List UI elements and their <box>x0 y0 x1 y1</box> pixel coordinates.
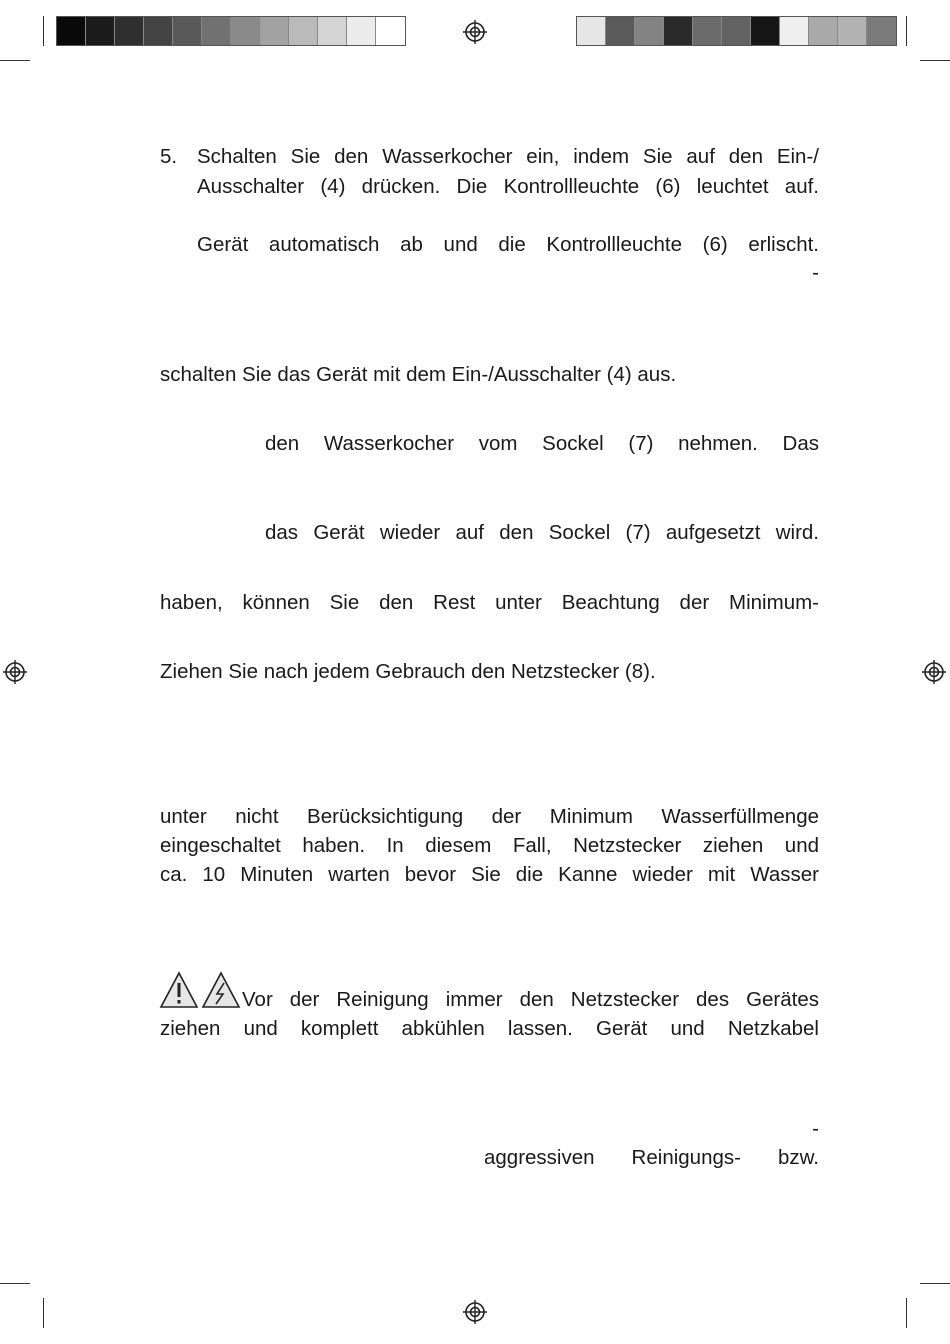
crop-mark-top-right-horizontal <box>920 60 950 61</box>
color-swatch <box>693 17 722 45</box>
color-swatch <box>577 17 606 45</box>
color-bar-left <box>56 16 406 46</box>
text-line: den Wasserkocher vom Sockel (7) nehmen. Das <box>265 432 819 455</box>
crop-mark-bottom-left-vertical <box>43 1298 44 1328</box>
warning-icons <box>159 971 241 1009</box>
text-line: aggressiven Reinigungs- bzw. <box>484 1146 819 1169</box>
text-line: ziehen und komplett abkühlen lassen. Gerät und Netzkabel <box>160 1017 819 1040</box>
color-swatch <box>722 17 751 45</box>
text-line: Schalten Sie den Wasserkocher ein, indem Sie auf den Ein-/ <box>197 145 819 168</box>
crop-mark-bottom-left-horizontal <box>0 1283 30 1284</box>
text-line: haben, können Sie den Rest unter Beachtung der Minimum- <box>160 591 819 614</box>
registration-target-icon <box>463 1300 487 1324</box>
crop-mark-top-left-vertical <box>43 16 44 46</box>
color-swatch <box>260 17 289 45</box>
text-line: eingeschaltet haben. In diesem Fall, Netzstecker ziehen und <box>160 834 819 857</box>
text-line: Ausschalter (4) drücken. Die Kontrollleuchte (6) leuchtet auf. <box>197 175 819 198</box>
color-swatch <box>376 17 405 45</box>
color-swatch <box>635 17 664 45</box>
color-swatch <box>289 17 318 45</box>
exclamation-warning-icon <box>161 973 197 1007</box>
color-swatch <box>606 17 635 45</box>
text-line: ca. 10 Minuten warten bevor Sie die Kanne wieder mit Wasser <box>160 863 819 886</box>
text-line: schalten Sie das Gerät mit dem Ein-/Ausschalter (4) aus. <box>160 363 677 386</box>
crop-mark-bottom-right-vertical <box>906 1298 907 1328</box>
color-bar-right <box>576 16 897 46</box>
text-line: das Gerät wieder auf den Sockel (7) aufgesetzt wird. <box>265 521 819 544</box>
color-swatch <box>867 17 896 45</box>
color-swatch <box>115 17 144 45</box>
color-swatch <box>202 17 231 45</box>
color-swatch <box>347 17 376 45</box>
hyphen-mark: - <box>812 261 819 284</box>
color-swatch <box>144 17 173 45</box>
crop-mark-bottom-right-horizontal <box>920 1283 950 1284</box>
color-swatch <box>780 17 809 45</box>
crop-mark-top-right-vertical <box>906 16 907 46</box>
color-swatch <box>86 17 115 45</box>
color-swatch <box>809 17 838 45</box>
color-swatch <box>231 17 260 45</box>
color-swatch <box>838 17 867 45</box>
text-line: unter nicht Berücksichtigung der Minimum Wasserfüllmenge <box>160 805 819 828</box>
list-item-number: 5. <box>160 145 178 168</box>
crop-mark-top-left-horizontal <box>0 60 30 61</box>
text-line: Vor der Reinigung immer den Netzstecker des Gerätes <box>242 988 819 1011</box>
color-swatch <box>751 17 780 45</box>
hyphen-mark: - <box>812 1117 819 1140</box>
color-swatch <box>57 17 86 45</box>
electric-shock-warning-icon <box>203 973 239 1007</box>
color-swatch <box>664 17 693 45</box>
text-line: Ziehen Sie nach jedem Gebrauch den Netzstecker (8). <box>160 660 656 683</box>
color-swatch <box>318 17 347 45</box>
text-line: Gerät automatisch ab und die Kontrollleuchte (6) erlischt. <box>197 233 819 256</box>
registration-target-icon <box>922 660 946 684</box>
color-swatch <box>173 17 202 45</box>
registration-target-icon <box>463 20 487 44</box>
registration-target-icon <box>3 660 27 684</box>
